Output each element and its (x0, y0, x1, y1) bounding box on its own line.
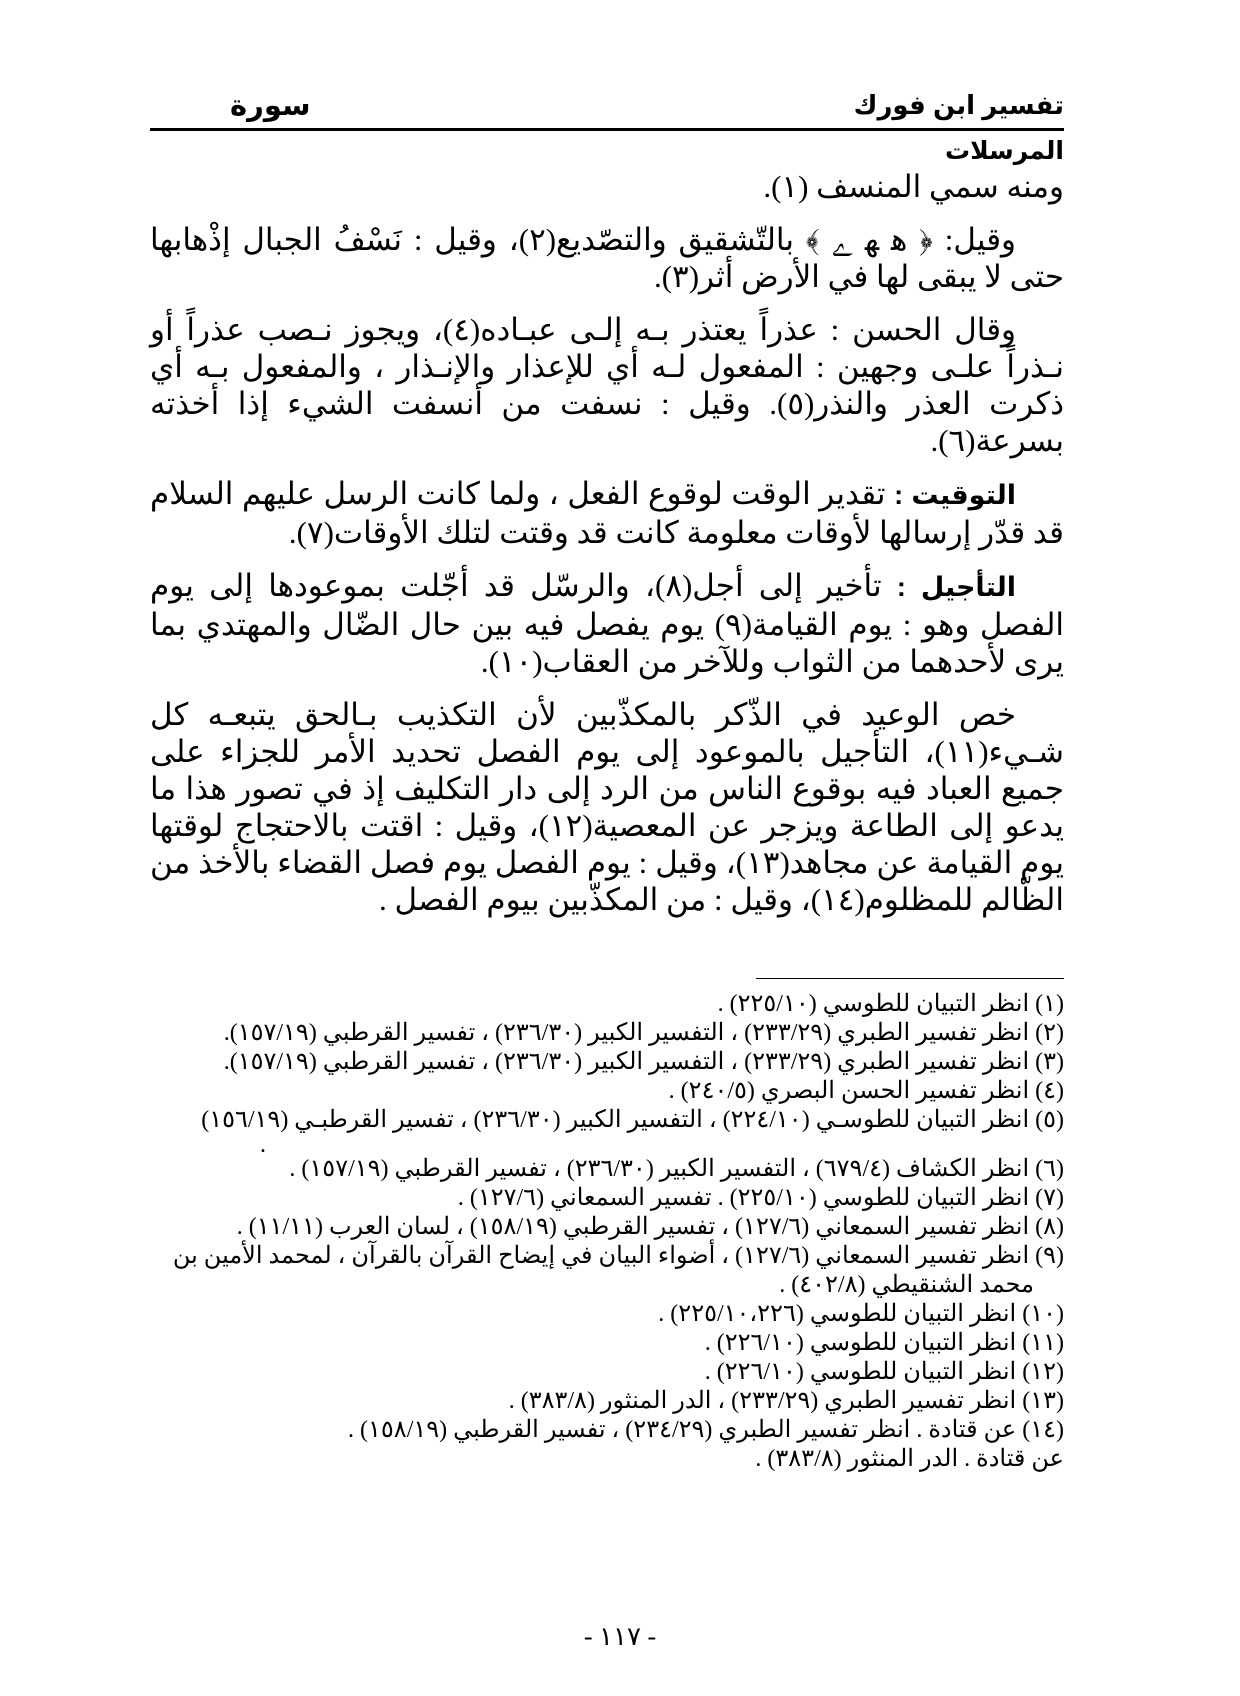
footnote-5-continuation: . (260, 1132, 266, 1158)
footnote-8: (٨) انظر تفسير السمعاني (١٢٧/٦) ، تفسير القرطبي (١٥٨/١٩) ، لسان العرب (١١/١١) . (236, 1214, 1064, 1240)
paragraph-4-text: تقدير الوقت لوقوع الفعل ، ولما كانت الرسل عليهم السلام قد قدّر إرسالها لأوقات معلومة كانت قد وقتت لتلك الأوقات(٧). (150, 476, 1064, 550)
footnote-9-continuation: محمد الشنقيطي (٤٠٢/٨) . (779, 1272, 1034, 1298)
footnote-1: (١) انظر التبيان للطوسي (٢٢٥/١٠) . (717, 991, 1064, 1017)
page-number: - ١١٧ - (583, 1622, 657, 1651)
main-text (150, 134, 1064, 934)
footnote-5: (٥) انظر التبيان للطوسـي (٢٢٤/١٠) ، التفسير الكبير (٢٣٦/٣٠) ، تفسير القرطبـي (١٥٦/١٩) (201, 1107, 1064, 1133)
term-tajil: التأجيل : (896, 572, 1016, 602)
footnote-14: (١٤) عن قتادة . انظر تفسير الطبري (٢٣٤/٢٩) ، تفسير القرطبي (١٥٨/١٩) . (348, 1417, 1064, 1443)
footnote-separator (756, 978, 1064, 979)
surah-name: المرسلات (945, 137, 1064, 165)
paragraph-6: خص الوعيد في الذّكر بالمكذّبين لأن التكذيب بـالحق يتبعـه كل شـيء(١١)، التأجيل بالموعود إلى يوم الفصل تحديد الأمر للجزاء على جميع العباد فيه بوقوع الناس من الرد إلى دار التكليف إذ في تصور هذا ما يدعو إلى الطاعة ويزجر عن المعصية(١٢)، وقيل : اقتت بالاحتجاج لوقتها يوم القيامة عن مجاهد(١٣)، وقيل : يوم الفصل يوم فصل القضاء بالأخذ من الظّالم للمظلوم(١٤)، وقيل : من المكذّبين بيوم الفصل . (150, 697, 1064, 917)
footnote-3: (٣) انظر تفسير الطبري (٢٣٣/٢٩) ، التفسير الكبير (٢٣٦/٣٠) ، تفسير القرطبي (١٥٧/١٩). (223, 1049, 1064, 1075)
running-header (150, 84, 1064, 131)
footnotes (150, 990, 1064, 1474)
footnote-2: (٢) انظر تفسير الطبري (٢٣٣/٢٩) ، التفسير الكبير (٢٣٦/٣٠) ، تفسير القرطبي (١٥٧/١٩). (223, 1020, 1064, 1046)
footnote-13: (١٣) انظر تفسير الطبري (٢٣٣/٢٩) ، الدر المنثور (٣٨٣/٨) . (508, 1388, 1064, 1414)
footnote-4: (٤) انظر تفسير الحسن البصري (٢٤٠/٥) . (668, 1078, 1064, 1104)
section-label: سورة (230, 90, 311, 122)
paragraph-3: وقال الحسن : عذراً يعتذر بـه إلـى عبـاده(٤)، ويجوز نـصب عذراً أو نـذراً علـى وجهين : المفعول لـه أي للإعذار والإنـذار ، والمفعول بـه أي ذكرت العذر والنذر(٥). وقيل : نسفت من أنسفت الشيء إذا أخذته بسرعة(٦). (150, 312, 1065, 458)
paragraph-5-text: تأخير إلى أجل(٨)، والرسّل قد أجّلت بموعودها إلى يوم الفصل وهو : يوم القيامة(٩) يوم يفصل فيه بين حال الضّال والمهتدي بما يرى لأحدهما من الثواب وللآخر من العقاب(١٠). (150, 568, 1065, 679)
footnote-10: (١٠) انظر التبيان للطوسي (٢٢٥/١٠،٢٢٦) . (658, 1301, 1064, 1327)
footnote-11: (١١) انظر التبيان للطوسي (٢٢٦/١٠) . (704, 1330, 1064, 1356)
paragraph-2: وقيل: ﴿ ﮬ ﮭ ﮮ ﴾ بالتّشقيق والتصّديع(٢)، وقيل : نَسْفُ الجبال إذْهابها حتى لا يبقى لها في الأرض أثر(٣). (150, 222, 1064, 294)
term-tawqit: التوقيت : (894, 480, 1016, 510)
footnote-6: (٦) انظر الكشاف (٦٧٩/٤) ، التفسير الكبير (٢٣٦/٣٠) ، تفسير القرطبي (١٥٧/١٩) . (289, 1156, 1064, 1182)
footnote-9: (٩) انظر تفسير السمعاني (١٢٧/٦) ، أضواء البيان في إيضاح القرآن بالقرآن ، لمحمد الأمين بن (172, 1243, 1064, 1269)
paragraph-4 (150, 475, 1064, 551)
paragraph-1: ومنه سمي المنسف (١). (763, 169, 1064, 204)
footnote-7: (٧) انظر التبيان للطوسي (٢٢٥/١٠) . تفسير السمعاني (١٢٧/٦) . (457, 1185, 1064, 1211)
paragraph-5 (150, 567, 1064, 680)
book-title: تفسير ابن فورك (853, 90, 1064, 120)
footnote-12: (١٢) انظر التبيان للطوسي (٢٢٦/١٠) . (704, 1359, 1064, 1385)
footnote-14-continuation: عن قتادة . الدر المنثور (٣٨٣/٨) . (755, 1446, 1064, 1472)
